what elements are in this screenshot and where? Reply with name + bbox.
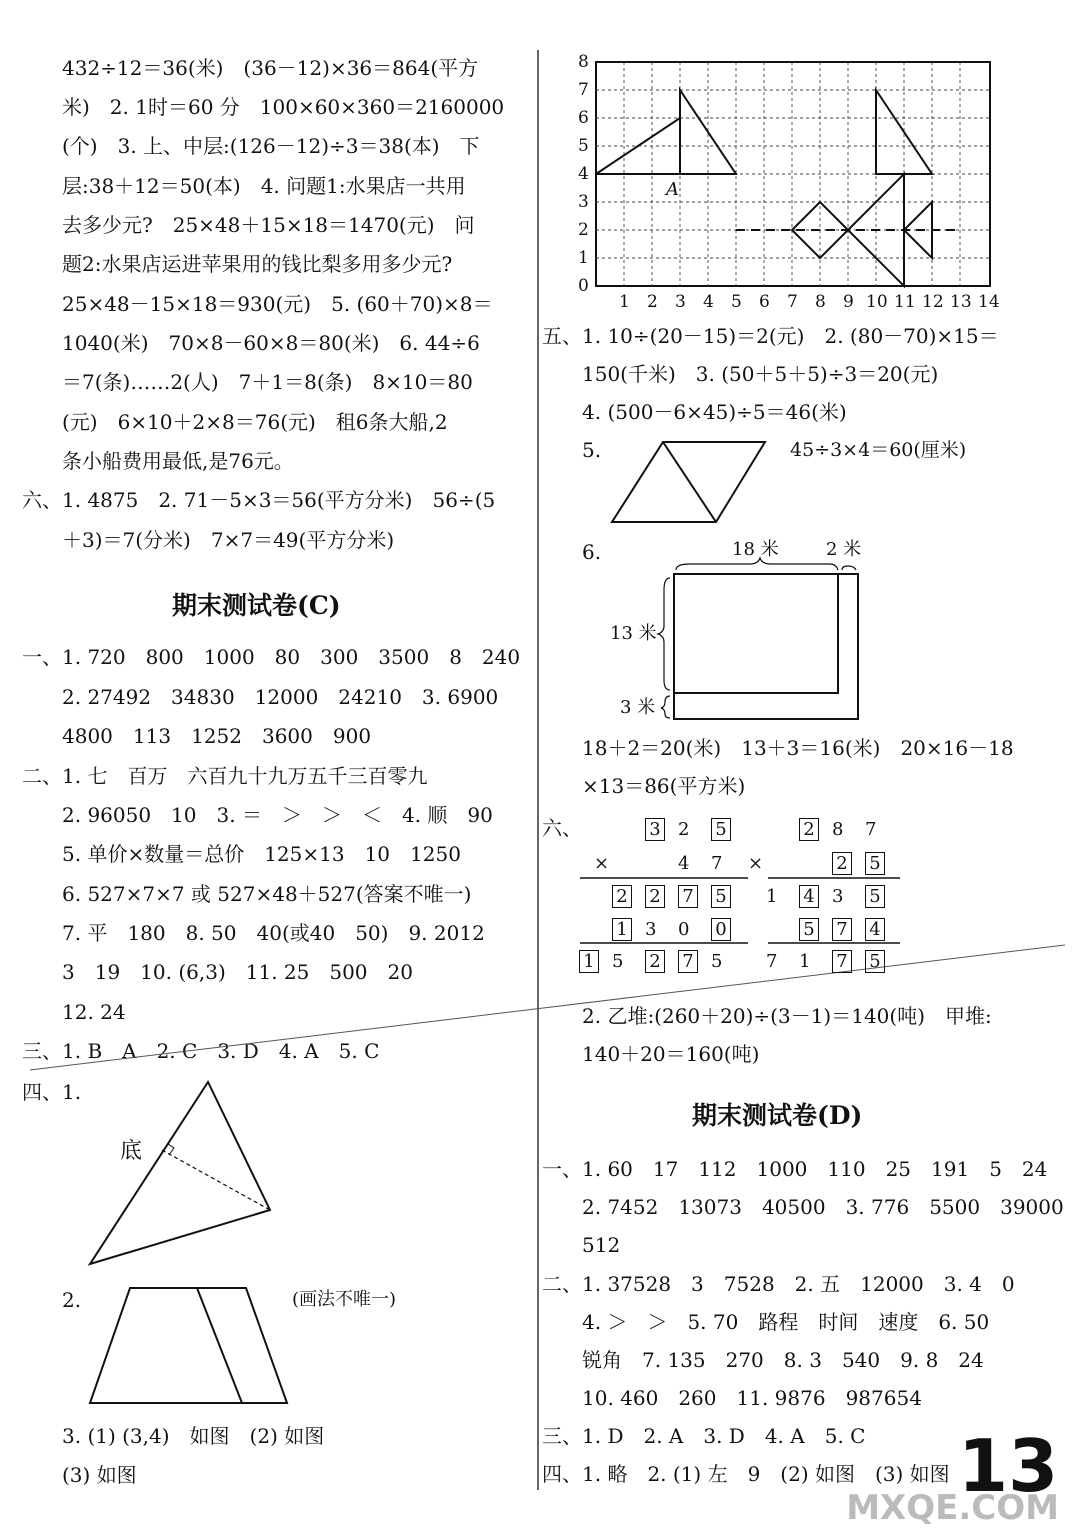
grid-x-label: 4 <box>703 292 714 312</box>
grid-x-label: 11 <box>894 292 916 312</box>
trapezoid-figure <box>90 1288 287 1403</box>
mult-digit: 3 <box>832 886 844 907</box>
grid-y-label: 2 <box>578 220 589 240</box>
right-line: ×13＝86(平方米) <box>582 774 746 798</box>
left-line: ＝7(条)……2(人) 7＋1＝8(条) 8×10＝80 <box>62 370 473 394</box>
d-line: 一、1. 60 17 112 1000 110 25 191 5 24 <box>542 1157 1048 1181</box>
mult-digit: 7 <box>832 918 852 942</box>
mult-digit: 4 <box>865 918 885 942</box>
q4-note: (画法不唯一) <box>292 1289 397 1310</box>
mult-digit: 4 <box>799 885 819 909</box>
d-line: 锐角 7. 135 270 8. 3 540 9. 8 24 <box>582 1348 984 1372</box>
mult-digit: 2 <box>645 885 665 909</box>
grid-x-label: 2 <box>647 292 658 312</box>
grid-x-label: 3 <box>675 292 686 312</box>
triangle-figure <box>90 1082 270 1264</box>
mult-digit: 0 <box>711 918 731 942</box>
dim-label: 18 米 <box>732 539 779 560</box>
c-line: 2. 27492 34830 12000 24210 3. 6900 <box>62 685 499 709</box>
grid-x-label: 12 <box>922 292 944 312</box>
page-number: 13 <box>958 1424 1059 1508</box>
q4-2: 2. <box>62 1288 82 1312</box>
rectangle-figure <box>674 574 838 693</box>
mult-digit: 0 <box>678 919 690 940</box>
mult-digit: × <box>748 853 764 874</box>
c-line: 5. 单价×数量＝总价 125×13 10 1250 <box>62 842 461 866</box>
section-title-d: 期末测试卷(D) <box>692 1101 863 1130</box>
mult-digit: 2 <box>612 885 632 909</box>
grid-point-label: A <box>666 179 679 200</box>
c-line: 12. 24 <box>62 1000 126 1024</box>
mult-digit: × <box>594 853 610 874</box>
mult-digit: 4 <box>678 853 690 874</box>
right-line: 45÷3×4＝60(厘米) <box>790 439 967 461</box>
c-line: 7. 平 180 8. 50 40(或40 50) 9. 2012 <box>62 921 485 945</box>
grid-y-label: 7 <box>578 80 589 100</box>
c-line: 2. 96050 10 3. ＝ ＞ ＞ ＜ 4. 顺 90 <box>62 803 493 827</box>
right-line: 五、1. 10÷(20－15)＝2(元) 2. (80－70)×15＝ <box>542 324 999 348</box>
left-line: 1040(米) 70×8－60×8＝80(米) 6. 44÷6 <box>62 331 480 355</box>
mult-digit: 5 <box>865 885 885 909</box>
mult-digit: 7 <box>832 950 852 974</box>
c-line: 一、1. 720 800 1000 80 300 3500 8 240 <box>22 645 521 669</box>
right-line: 150(千米) 3. (50＋5＋5)÷3＝20(元) <box>582 362 939 386</box>
grid-y-label: 0 <box>578 276 589 296</box>
dim-label: 13 米 <box>610 623 657 644</box>
grid-x-label: 1 <box>619 292 630 312</box>
grid-x-label: 5 <box>731 292 742 312</box>
grid-y-label: 1 <box>578 248 589 268</box>
mult-digit: 1 <box>766 886 778 907</box>
c-line: 三、1. B A 2. C 3. D 4. A 5. C <box>22 1039 380 1063</box>
left-line: 25×48－15×18＝930(元) 5. (60＋70)×8＝ <box>62 292 493 316</box>
grid-x-label: 14 <box>978 292 1000 312</box>
watermark: MXQE.COM <box>846 1488 1059 1528</box>
grid-y-label: 4 <box>578 164 589 184</box>
left-line: 六、1. 4875 2. 71－5×3＝56(平方分米) 56÷(5 <box>22 488 496 512</box>
mult-digit: 5 <box>711 885 731 909</box>
grid-x-label: 9 <box>843 292 854 312</box>
grid-x-label: 13 <box>950 292 972 312</box>
dim-label: 3 米 <box>620 697 656 718</box>
c-line: 6. 527×7×7 或 527×48＋527(答案不唯一) <box>62 882 472 906</box>
left-line: (个) 3. 上、中层:(126－12)÷3＝38(本) 下 <box>62 134 480 158</box>
grid-y-label: 5 <box>578 136 589 156</box>
d-line: 10. 460 260 11. 9876 987654 <box>582 1386 922 1410</box>
left-line: (元) 6×10＋2×8＝76(元) 租6条大船,2 <box>62 410 448 434</box>
mult-digit: 7 <box>865 819 877 840</box>
left-line: ＋3)＝7(分米) 7×7＝49(平方分米) <box>62 528 395 552</box>
mult-digit: 1 <box>799 951 811 972</box>
q4-3: 3. (1) (3,4) 如图 (2) 如图 <box>62 1424 325 1448</box>
mult-digit: 2 <box>678 819 690 840</box>
grid-x-label: 10 <box>866 292 888 312</box>
mult-digit: 2 <box>799 818 819 842</box>
grid-x-label: 6 <box>759 292 770 312</box>
c-line: 四、1. <box>22 1080 82 1104</box>
c-line: 二、1. 七 百万 六百九十九万五千三百零九 <box>22 764 428 788</box>
mult-digit: 5 <box>612 951 624 972</box>
mult-digit: 3 <box>645 919 657 940</box>
left-line: 去多少元? 25×48＋15×18＝1470(元) 问 <box>62 213 475 237</box>
section-title-c: 期末测试卷(C) <box>172 591 341 620</box>
mult-digit: 1 <box>612 918 632 942</box>
right-line: 5. <box>582 438 602 462</box>
mult-digit: 7 <box>766 951 778 972</box>
mult-digit: 7 <box>711 853 723 874</box>
right-line: 六、 <box>542 816 582 840</box>
mult-digit: 1 <box>579 950 599 974</box>
coordinate-grid <box>596 62 990 286</box>
left-line: 432÷12＝36(米) (36－12)×36＝864(平方 <box>62 56 479 80</box>
d-line: 二、1. 37528 3 7528 2. 五 12000 3. 4 0 <box>542 1272 1015 1296</box>
right-line: 6. <box>582 540 602 564</box>
left-line: 层:38＋12＝50(本) 4. 问题1:水果店一共用 <box>62 174 466 198</box>
right-line: 18＋2＝20(米) 13＋3＝16(米) 20×16－18 <box>582 736 1014 760</box>
grid-y-label: 8 <box>578 52 589 72</box>
d-line: 4. ＞ ＞ 5. 70 路程 时间 速度 6. 50 <box>582 1310 990 1334</box>
mult-digit: 5 <box>799 918 819 942</box>
dim-label: 2 米 <box>826 539 862 560</box>
q4-3b: (3) 如图 <box>62 1463 137 1487</box>
right-line: 2. 乙堆:(260＋20)÷(3－1)＝140(吨) 甲堆: <box>582 1004 992 1028</box>
mult-digit: 3 <box>645 818 665 842</box>
mult-digit: 2 <box>645 950 665 974</box>
grid-x-label: 7 <box>787 292 798 312</box>
mult-digit: 8 <box>832 819 844 840</box>
grid-x-label: 8 <box>815 292 826 312</box>
c-line: 3 19 10. (6,3) 11. 25 500 20 <box>62 960 413 984</box>
mult-digit: 2 <box>832 852 852 876</box>
left-line: 题2:水果店运进苹果用的钱比梨多用多少元? <box>62 252 453 276</box>
right-line: 140＋20＝160(吨) <box>582 1042 760 1066</box>
right-line: 4. (500－6×45)÷5＝46(米) <box>582 400 847 424</box>
mult-digit: 5 <box>865 852 885 876</box>
left-line: 条小船费用最低,是76元。 <box>62 449 294 473</box>
mult-digit: 7 <box>678 950 698 974</box>
d-line: 2. 7452 13073 40500 3. 776 5500 39000 <box>582 1195 1064 1219</box>
d-line: 四、1. 略 2. (1) 左 9 (2) 如图 (3) 如图 <box>542 1462 950 1486</box>
mult-digit: 5 <box>711 818 731 842</box>
left-line: 米) 2. 1时＝60 分 100×60×360＝2160000 <box>62 95 505 119</box>
mult-digit: 5 <box>865 950 885 974</box>
mult-digit: 7 <box>678 885 698 909</box>
grid-y-label: 3 <box>578 192 589 212</box>
mult-digit: 5 <box>711 951 723 972</box>
base-label: 底 <box>120 1139 143 1164</box>
d-line: 512 <box>582 1233 621 1257</box>
c-line: 4800 113 1252 3600 900 <box>62 724 372 748</box>
d-line: 三、1. D 2. A 3. D 4. A 5. C <box>542 1424 866 1448</box>
grid-y-label: 6 <box>578 108 589 128</box>
